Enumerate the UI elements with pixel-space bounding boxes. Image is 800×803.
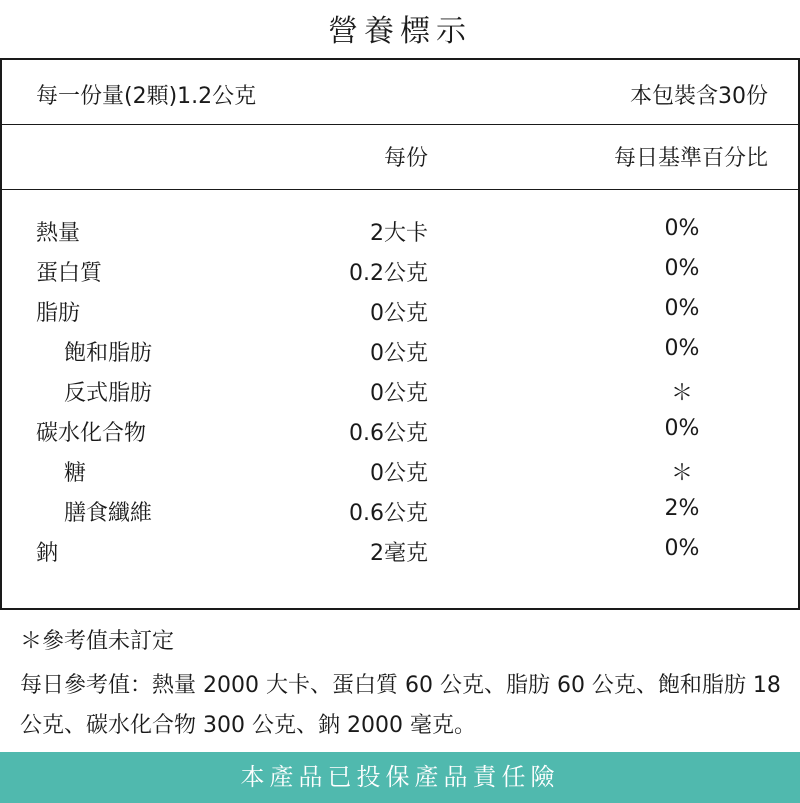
servings-per-package: 本包裝含30份 (630, 84, 768, 109)
nutrient-percent: ＊ (670, 381, 693, 406)
table-row (2, 530, 798, 570)
table-row (2, 330, 798, 370)
serving-size: 每一份量(2顆)1.2公克 (36, 84, 257, 109)
nutrient-name: 鈉 (36, 541, 59, 566)
nutrient-name: 蛋白質 (36, 261, 103, 286)
page-title: 營養標示 (328, 14, 472, 49)
nutrient-amount: 0公克 (370, 341, 428, 366)
nutrient-amount: 2毫克 (370, 541, 428, 566)
nutrient-percent: 0% (664, 256, 700, 281)
nutrient-amount: 0公克 (370, 461, 428, 486)
nutrient-name: 反式脂肪 (64, 381, 153, 406)
nutrient-amount: 2大卡 (370, 221, 428, 246)
nutrient-rows (2, 210, 798, 570)
table-row (2, 490, 798, 530)
nutrient-percent: 0% (664, 336, 700, 361)
nutrient-amount: 0公克 (370, 301, 428, 326)
nutrient-percent: 0% (664, 416, 700, 441)
nutrient-percent: 0% (664, 216, 700, 241)
nutrient-percent: 2% (664, 496, 700, 521)
table-row (2, 290, 798, 330)
insurance-banner: 本產品已投保產品責任險 (0, 752, 800, 803)
nutrient-name: 碳水化合物 (36, 421, 147, 446)
nutrient-amount: 0公克 (370, 381, 428, 406)
table-row (2, 250, 798, 290)
nutrient-name: 飽和脂肪 (64, 341, 153, 366)
nutrient-amount: 0.6公克 (349, 421, 428, 446)
table-row (2, 410, 798, 450)
serving-header-row (2, 60, 798, 125)
nutrient-amount: 0.6公克 (349, 501, 428, 526)
nutrient-amount: 0.2公克 (349, 261, 428, 286)
nutrient-percent: 0% (664, 296, 700, 321)
table-row (2, 450, 798, 490)
reference-values-note: 每日參考值：熱量 2000 大卡、蛋白質 60 公克、脂肪 60 公克、飽和脂肪 18 公克、碳水化合物 300 公克、鈉 2000 毫克。 (20, 673, 781, 738)
table-row (2, 210, 798, 250)
nutrient-name: 脂肪 (36, 301, 81, 326)
table-row (2, 370, 798, 410)
nutrient-percent: ＊ (670, 461, 693, 486)
column-header-daily-value: 每日基準百分比 (613, 146, 768, 171)
asterisk-note: ＊參考值未訂定 (20, 629, 175, 654)
nutrient-percent: 0% (664, 536, 700, 561)
column-header-per-serving: 每份 (383, 146, 428, 171)
nutrition-table (0, 58, 800, 610)
nutrient-name: 膳食纖維 (64, 501, 153, 526)
nutrient-name: 熱量 (36, 221, 81, 246)
nutrient-name: 糖 (64, 461, 87, 486)
